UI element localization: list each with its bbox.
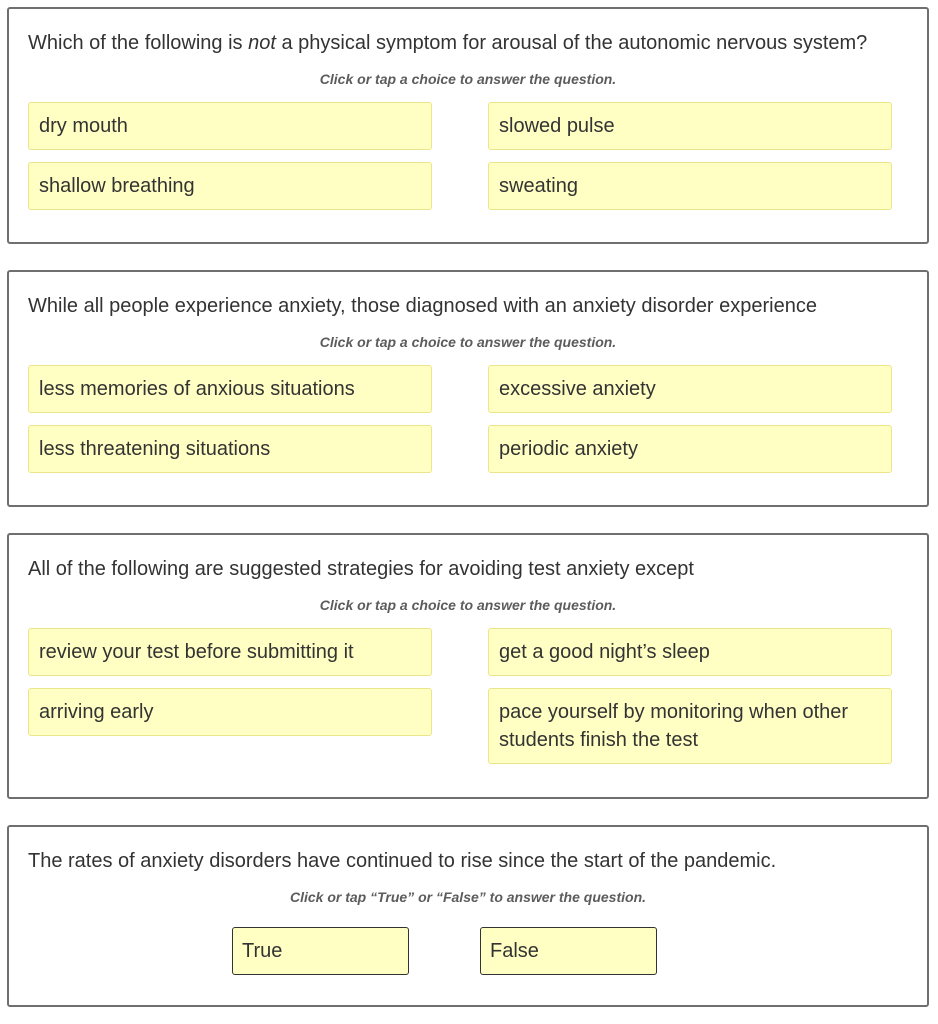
choice-excessive-anxiety[interactable]: excessive anxiety [488, 365, 892, 413]
choice-less-memories[interactable]: less memories of anxious situations [28, 365, 432, 413]
choice-good-sleep[interactable]: get a good night’s sleep [488, 628, 892, 676]
question-card-2 [7, 270, 929, 507]
question-instruction-4: Click or tap “True” or “False” to answer the question. [289, 889, 647, 905]
question-instruction-3: Click or tap a choice to answer the question. [319, 597, 617, 613]
false-button[interactable]: False [480, 927, 657, 975]
choice-sweating[interactable]: sweating [488, 162, 892, 210]
question-text-3: All of the following are suggested strategies for avoiding test anxiety except [28, 558, 694, 580]
question-card-3 [7, 533, 929, 799]
true-button[interactable]: True [232, 927, 409, 975]
question-card-1 [7, 7, 929, 244]
choice-periodic-anxiety[interactable]: periodic anxiety [488, 425, 892, 473]
choice-arriving-early[interactable]: arriving early [28, 688, 432, 736]
question-text-2: While all people experience anxiety, those diagnosed with an anxiety disorder experience [28, 295, 817, 317]
question-card-4 [7, 825, 929, 1007]
choice-dry-mouth[interactable]: dry mouth [28, 102, 432, 150]
choice-shallow-breathing[interactable]: shallow breathing [28, 162, 432, 210]
question-emphasis: not [248, 32, 276, 54]
choice-slowed-pulse[interactable]: slowed pulse [488, 102, 892, 150]
question-instruction-1: Click or tap a choice to answer the question. [319, 71, 617, 87]
choice-less-threatening[interactable]: less threatening situations [28, 425, 432, 473]
question-text-1: Which of the following is not a physical symptom for arousal of the autonomic nervous system? [28, 32, 868, 54]
choice-review-test[interactable]: review your test before submitting it [28, 628, 432, 676]
question-instruction-2: Click or tap a choice to answer the question. [319, 334, 617, 350]
question-text-4: The rates of anxiety disorders have continued to rise since the start of the pandemic. [28, 850, 777, 872]
choice-pace-yourself[interactable]: pace yourself by monitoring when other students finish the test [488, 688, 892, 764]
